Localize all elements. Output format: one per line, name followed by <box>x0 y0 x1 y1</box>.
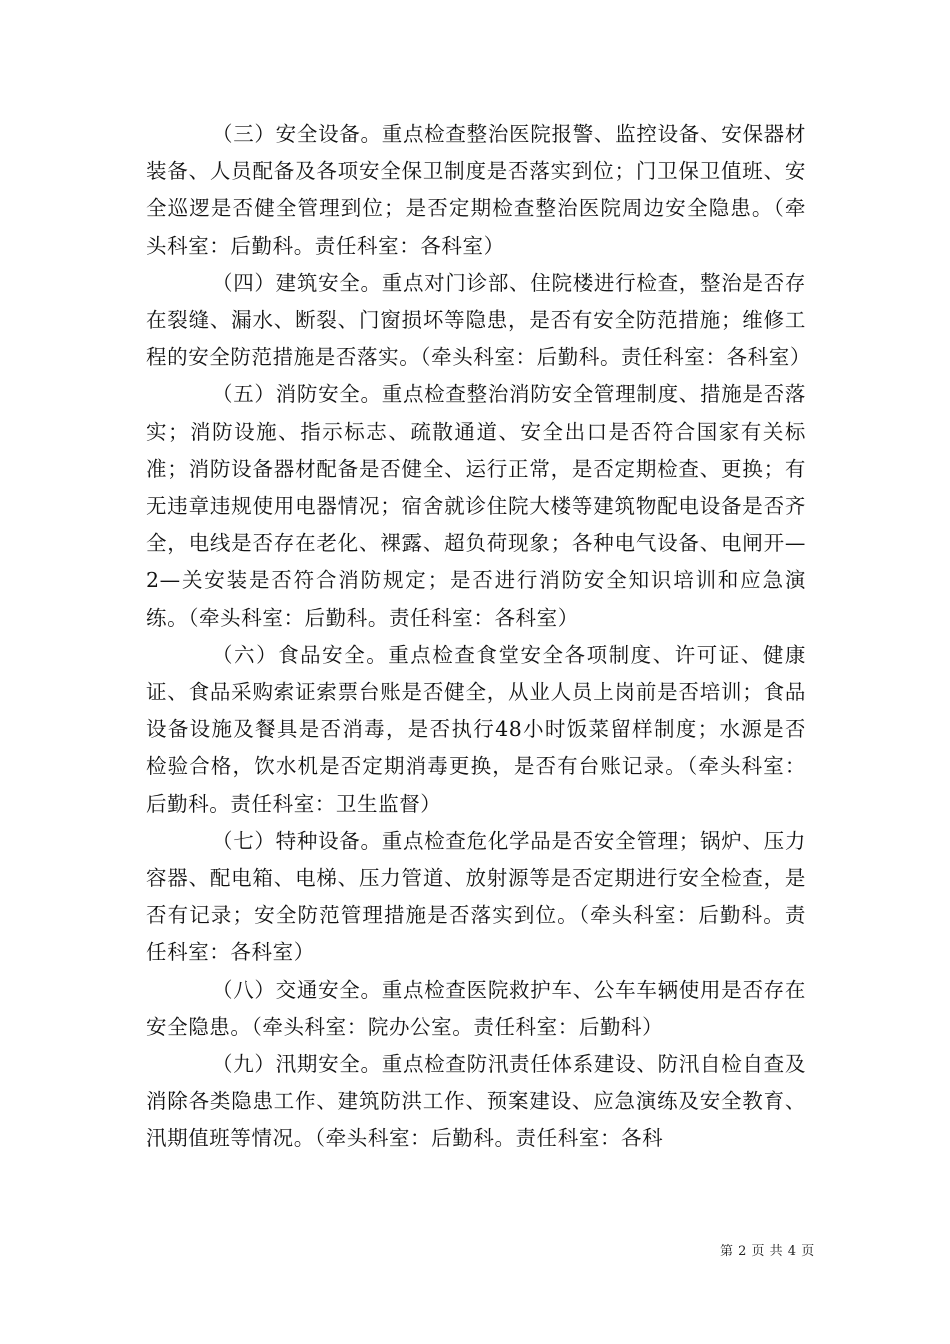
paragraph-traffic-safety: （八）交通安全。重点检查医院救护车、公车车辆使用是否存在安全隐患。（牵头科室：院办公室。责任科室：后勤科） <box>146 977 806 1039</box>
document-body <box>146 116 811 1158</box>
paragraph-food-safety: （六）食品安全。重点检查食堂安全各项制度、许可证、健康证、食品采购索证索票台账是否健全，从业人员上岗前是否培训；食品设备设施及餐具是否消毒，是否执行48小时饭菜留样制度；水源是否检验合格，饮水机是否定期消毒更换，是否有台账记录。（牵头科室：后勤科。责任科室：卫生监督） <box>146 642 806 816</box>
paragraph-fire-safety: （五）消防安全。重点检查整治消防安全管理制度、措施是否落实；消防设施、指示标志、疏散通道、安全出口是否符合国家有关标准；消防设备器材配备是否健全、运行正常，是否定期检查、更换；有无违章违规使用电器情况；宿舍就诊住院大楼等建筑物配电设备是否齐全，电线是否存在老化、裸露、超负荷现象；各种电气设备、电闸开—2—关安装是否符合消防规定；是否进行消防安全知识培训和应急演练。（牵头科室：后勤科。责任科室：各科室） <box>146 382 806 630</box>
paragraph-building-safety: （四）建筑安全。重点对门诊部、住院楼进行检查，整治是否存在裂缝、漏水、断裂、门窗损坏等隐患，是否有安全防范措施；维修工程的安全防范措施是否落实。（牵头科室：后勤科。责任科室：各科室） <box>146 270 811 370</box>
paragraph-security-equipment: （三）安全设备。重点检查整治医院报警、监控设备、安保器材装备、人员配备及各项安全保卫制度是否落实到位；门卫保卫值班、安全巡逻是否健全管理到位；是否定期检查整治医院周边安全隐患。（牵头科室：后勤科。责任科室：各科室） <box>146 122 806 258</box>
paragraph-flood-season-safety: （九）汛期安全。重点检查防汛责任体系建设、防汛自检自查及消除各类隐患工作、建筑防洪工作、预案建设、应急演练及安全教育、汛期值班等情况。（牵头科室：后勤科。责任科室：各科 <box>146 1052 806 1151</box>
page-number-footer: 第 2 页 共 4 页 <box>720 1244 815 1259</box>
paragraph-special-equipment: （七）特种设备。重点检查危化学品是否安全管理；锅炉、压力容器、配电箱、电梯、压力管道、放射源等是否定期进行安全检查，是否有记录；安全防范管理措施是否落实到位。（牵头科室：后勤科。责任科室：各科室） <box>146 828 806 965</box>
